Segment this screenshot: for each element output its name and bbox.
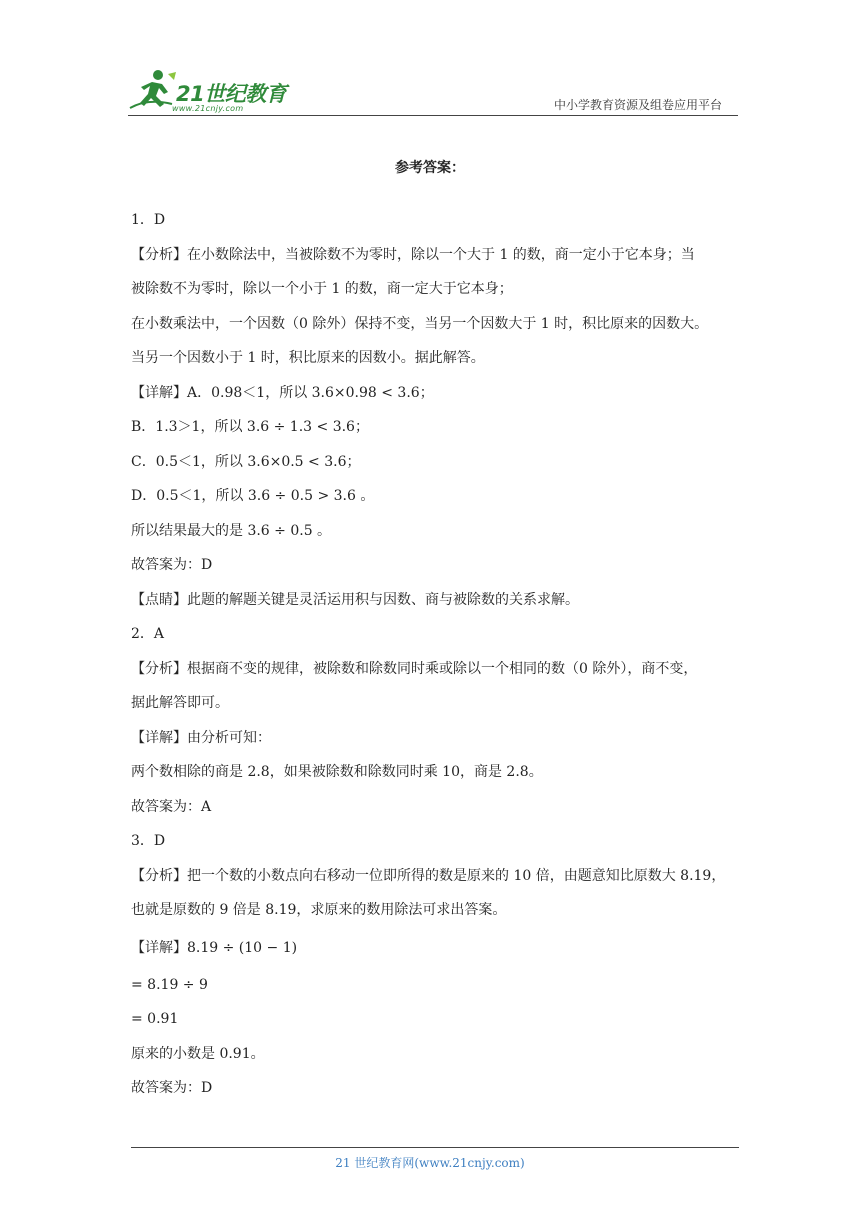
answer-line: 【分析】把一个数的小数点向右移动一位即所得的数是原来的 10 倍，由题意知比原数大 8.19， [131, 867, 726, 884]
answer-line: 在小数乘法中，一个因数（0 除外）保持不变，当另一个因数大于 1 时，积比原来的因数大。 [131, 315, 709, 332]
answer-line: 3．D [131, 833, 166, 849]
answer-content [131, 203, 743, 1106]
answer-line: 【详解】A．0.98＜1，所以 3.6×0.98 < 3.6； [131, 384, 434, 401]
answer-line: 被除数不为零时，除以一个小于 1 的数，商一定大于它本身； [131, 281, 513, 297]
answer-line: D．0.5＜1，所以 3.6 ÷ 0.5 > 3.6 。 [131, 488, 375, 504]
answer-line: 【详解】由分析可知： [131, 729, 271, 746]
logo [128, 66, 298, 114]
answer-line: 所以结果最大的是 3.6 ÷ 0.5 。 [131, 522, 332, 539]
logo-text: 21世纪教育 [176, 82, 287, 106]
header-platform-text: 中小学教育资源及组卷应用平台 [553, 98, 722, 112]
answer-line: 故答案为：D [131, 1080, 213, 1096]
footer-divider [131, 1147, 739, 1148]
answer-line: 故答案为：D [131, 557, 213, 573]
answer-line: = 0.91 [131, 1011, 179, 1027]
header-divider [128, 115, 738, 116]
answer-line: 两个数相除的商是 2.8，如果被除数和除数同时乘 10，商是 2.8。 [131, 764, 543, 780]
answer-line: 据此解答即可。 [131, 695, 229, 711]
answer-line: 【详解】8.19 ÷ (10 − 1) [131, 939, 298, 956]
answer-line: 2．A [131, 626, 165, 642]
answer-line: C．0.5＜1，所以 3.6×0.5 < 3.6； [131, 453, 361, 470]
answer-line: 1．D [131, 212, 166, 228]
logo-url: www.21cnjy.com [172, 104, 244, 113]
page-footer: 21 世纪教育网(www.21cnjy.com) [335, 1156, 525, 1170]
answer-line: 【点睛】此题的解题关键是灵活运用积与因数、商与被除数的关系求解。 [131, 591, 579, 608]
answer-line: 原来的小数是 0.91。 [131, 1045, 265, 1062]
answer-line: 也就是原数的 9 倍是 8.19，求原来的数用除法可求出答案。 [131, 902, 507, 918]
answer-line: 【分析】根据商不变的规律，被除数和除数同时乘或除以一个相同的数（0 除外），商不变， [131, 660, 698, 677]
page-title: 参考答案： [395, 160, 465, 176]
page-header [128, 66, 738, 116]
answer-line: B．1.3＞1，所以 3.6 ÷ 1.3 < 3.6； [131, 419, 369, 435]
runner-logo-icon [128, 68, 178, 112]
answer-line: 故答案为：A [131, 798, 212, 815]
answer-line: 当另一个因数小于 1 时，积比原来的因数小。据此解答。 [131, 350, 485, 366]
answer-line: 【分析】在小数除法中，当被除数不为零时，除以一个大于 1 的数，商一定小于它本身；当 [131, 246, 695, 263]
answer-line: = 8.19 ÷ 9 [131, 976, 208, 993]
